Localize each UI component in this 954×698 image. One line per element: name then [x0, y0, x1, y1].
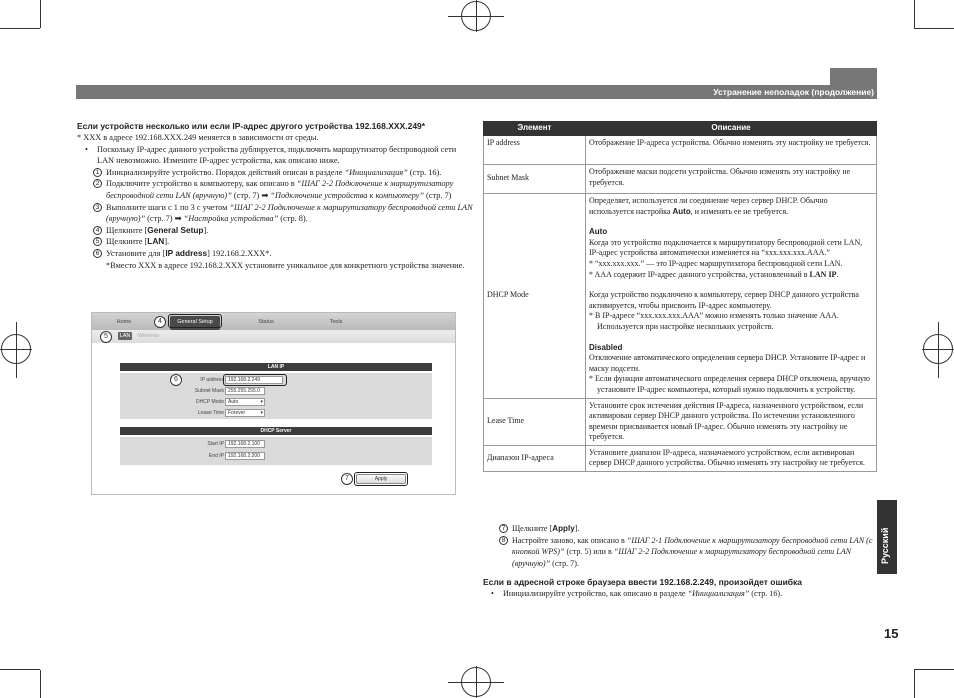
desc-subheading: Disabled: [589, 342, 623, 352]
step-6: [77, 248, 473, 260]
step-text: Щелкните [: [106, 225, 148, 235]
bullet-item: • Поскольку IP-адрес данного устройства дублируется, подключить маршрутизатор беспроводной сети LAN невозможно. Измените IP-адрес устройства, как описано ниже.: [77, 144, 473, 167]
field-label: Start IP: [207, 441, 224, 447]
router-subtab-bar: [92, 330, 455, 343]
subtab-wireless[interactable]: Wireless: [138, 333, 160, 339]
table-row: [484, 136, 877, 165]
router-ui-screenshot: [91, 312, 456, 495]
step-text: (стр. 7) ➡: [231, 190, 271, 200]
section-header: Устранение неполадок (продолжение): [76, 85, 877, 99]
step-number: 2: [93, 179, 102, 188]
step-text: Подключите устройство к компьютеру, как описано в: [106, 179, 297, 189]
field-label: DHCP Mode: [196, 399, 224, 405]
step-link: “ШАГ 2-2 Подключение к маршрутизатору беспроводной сети LAN (вручную)”: [512, 547, 852, 568]
step-text: Выполните шаги с 1 по 3 с учетом: [106, 202, 230, 212]
step-3: [77, 202, 473, 225]
section-heading: Если в адресной строке браузера ввести 192.168.2.249, произойдет ошибка: [483, 577, 803, 588]
desc-text: * AAA содержит IP-адрес данного устройства, установленный в: [589, 269, 810, 279]
left-column: [77, 121, 473, 271]
crop-mark: [914, 670, 915, 698]
tab-home[interactable]: Home: [116, 319, 132, 325]
step-number: 6: [93, 249, 102, 258]
side-tab-label: Русский: [880, 527, 890, 564]
registration-mark: [461, 667, 491, 697]
row-value: Отображение маски подсети устройства. Обычно изменять эту настройку не требуется.: [586, 165, 877, 194]
step-number: 5: [93, 237, 102, 246]
step-button-name: General Setup: [147, 224, 204, 235]
step-text: Щелкните [: [512, 524, 553, 533]
row-value: [586, 194, 877, 399]
step-text: Настройте заново, как описано в: [512, 535, 627, 545]
callout-highlight: [354, 472, 408, 486]
callout-highlight: [168, 314, 222, 328]
tab-general-setup[interactable]: General Setup: [170, 316, 220, 330]
row-key: IP address: [484, 136, 586, 165]
table-row: [484, 398, 877, 445]
step-text: Инициализируйте устройство. Порядок действий описан в разделе: [106, 167, 345, 177]
step-button-name: LAN: [147, 236, 165, 247]
desc-text: * Если функция автоматического определения сервера DHCP отключена, вручную установите IP-адрес компьютера, который нужно подключить к устройству.: [589, 374, 870, 394]
end-ip-input[interactable]: 192.168.2.200: [225, 452, 265, 460]
crop-mark: [914, 0, 915, 28]
field-label: Lease Time: [198, 410, 224, 416]
crop-mark: [0, 669, 40, 670]
row-value: Установите срок истечения действия IP-адреса, назначенного устройством, если активирован сервер DHCP данного устройства. По истечении установленного времени присваивается новый IP-адрес. Обычно изменять эту настройку не требуется.: [586, 398, 877, 445]
step-5: [77, 236, 473, 248]
desc-text: .: [836, 269, 839, 279]
start-ip-input[interactable]: 192.168.2.100: [225, 440, 265, 448]
subnet-mask-input[interactable]: 255.255.255.0: [225, 387, 265, 395]
desc-bold: Auto: [672, 206, 691, 216]
desc-text: , и изменять ее не требуется.: [690, 206, 789, 216]
crop-mark: [914, 28, 954, 29]
desc-text: * “xxx.xxx.xxx.” — это IP-адрес маршрутизатора беспроводной сети LAN.: [589, 258, 843, 268]
step-text: (стр. 5) или в: [564, 547, 614, 557]
table-header-description: Описание: [586, 122, 877, 136]
tab-status[interactable]: Status: [258, 319, 274, 325]
step-button-name: Apply: [552, 524, 575, 533]
section-heading: Если устройств несколько или если IP-адрес другого устройства 192.168.XXX.249*: [77, 121, 426, 131]
step-link: “Подключение устройства к компьютеру”: [270, 190, 424, 200]
row-key: Диапазон IP-адреса: [484, 445, 586, 471]
step-1: [77, 167, 473, 179]
desc-text: Отключение автоматического определения сервера DHCP. Установите IP-адрес и маску подсети.: [589, 353, 866, 373]
table-row: [484, 165, 877, 194]
apply-button[interactable]: Apply: [356, 474, 406, 484]
lan-ip-band: LAN IP: [120, 363, 432, 371]
step-2: [77, 178, 473, 201]
tab-tools[interactable]: Tools: [329, 319, 343, 325]
step-8: [483, 535, 877, 570]
step-number: 1: [93, 168, 102, 177]
step-number: 8: [499, 536, 508, 545]
step-link: “ШАГ 2-2 Подключение к маршрутизатору беспроводной сети LAN (вручную)”: [106, 179, 454, 200]
step-text: ].: [164, 237, 170, 247]
step-link: “ШАГ 2-2 Подключение к маршрутизатору беспроводной сети LAN (вручную)”: [106, 202, 473, 224]
step-number: 3: [93, 203, 102, 212]
step-text: (стр. 7) ➡: [145, 214, 184, 224]
row-key: Lease Time: [484, 398, 586, 445]
desc-bold: LAN IP: [809, 269, 837, 279]
step-link: “Инициализация”: [344, 167, 408, 177]
table-header-element: Элемент: [484, 122, 586, 136]
language-side-tab: [877, 500, 897, 574]
row-value: Отображение IP-адреса устройства. Обычно изменять эту настройку не требуется.: [586, 136, 877, 165]
step-text: ] 192.168.2.XXX*.: [207, 248, 272, 258]
page-number: 15: [884, 626, 899, 641]
subtab-lan[interactable]: LAN: [119, 333, 131, 339]
desc-text: Когда это устройство подключается к маршрутизатору беспроводной сети LAN, IP-адрес устройства автоматически изменяется на “xxx.xxx.xxx.AAA.”: [589, 237, 863, 258]
step-text: (стр. 16).: [407, 167, 442, 177]
step-text: (стр. 7): [423, 190, 452, 200]
note: * XXX в адресе 192.168.XXX.249 меняется в зависимости от среды.: [77, 133, 319, 142]
field-label: IP address: [200, 377, 224, 383]
settings-table: [483, 121, 877, 472]
step-text: (стр. 7).: [550, 558, 579, 568]
step-7: [483, 523, 877, 535]
step-text: (стр. 8).: [278, 214, 308, 224]
step-text: ].: [203, 225, 209, 235]
crop-mark: [40, 0, 41, 28]
callout-7: 7: [341, 473, 353, 485]
table-row: [484, 445, 877, 471]
step-number: 7: [499, 524, 508, 533]
step-text: Установите для [: [106, 248, 166, 258]
step-number: 4: [93, 226, 102, 235]
step-6-note: *Вместо XXX в адресе 192.168.2.XXX установите уникальное для конкретного устройства значение.: [106, 260, 465, 270]
bullet-item: [483, 588, 877, 600]
bullet-link: “Инициализация”: [687, 589, 750, 599]
right-column: [483, 523, 877, 600]
bullet-text: (стр. 16).: [749, 589, 783, 599]
crop-mark: [0, 28, 40, 29]
step-text: Щелкните [: [106, 237, 148, 247]
dhcp-server-band: DHCP Server: [120, 427, 432, 435]
bullet-text: Инициализируйте устройство, как описано в разделе: [503, 589, 688, 599]
registration-mark: [461, 1, 491, 31]
callout-4: 4: [154, 316, 166, 328]
field-label: End IP: [208, 453, 224, 459]
crop-mark: [914, 669, 954, 670]
desc-text: * В IP-адресе “xxx.xxx.xxx.AAA” можно изменять только значение AAA. Используется при настройке нескольких устройств.: [589, 311, 839, 331]
registration-mark: [923, 334, 953, 364]
row-key: DHCP Mode: [484, 194, 586, 399]
callout-5: 5: [100, 331, 112, 343]
dhcp-mode-select[interactable]: Auto ▾: [225, 398, 265, 406]
crop-mark: [40, 670, 41, 698]
step-link: “Настройка устройства”: [183, 214, 279, 224]
step-text: ].: [574, 524, 580, 533]
callout-6: 6: [170, 374, 182, 386]
registration-mark: [1, 334, 31, 364]
step-4: [77, 225, 473, 237]
header-tab: [830, 68, 877, 85]
step-link: “ШАГ 2-1 Подключение к маршрутизатору беспроводной сети LAN (с кнопкой WPS)”: [512, 535, 873, 557]
step-button-name: IP address: [165, 247, 208, 258]
ip-address-input[interactable]: 192.168.2.249: [225, 376, 283, 384]
dhcp-server-panel: [120, 437, 432, 465]
desc-subheading: Auto: [589, 227, 608, 237]
field-label: Subnet Mask: [194, 388, 224, 394]
row-key: Subnet Mask: [484, 165, 586, 194]
desc-text: Когда устройство подключено к компьютеру, сервер DHCP данного устройства активируется, чтобы присвоить IP-адрес компьютеру.: [589, 290, 859, 310]
table-row: [484, 194, 877, 399]
callout-highlight: [223, 374, 287, 386]
desc-text: Определяет, используется ли соединение через сервер DHCP. Обычно используется настройка: [589, 196, 828, 216]
router-tab-bar: [92, 313, 455, 330]
lease-time-select[interactable]: Forever ▾: [225, 409, 265, 417]
row-value: Установите диапазон IP-адреса, назначаемого устройством, если активирован сервер DHCP данного устройства. Обычно изменять эту настройку не требуется.: [586, 445, 877, 471]
